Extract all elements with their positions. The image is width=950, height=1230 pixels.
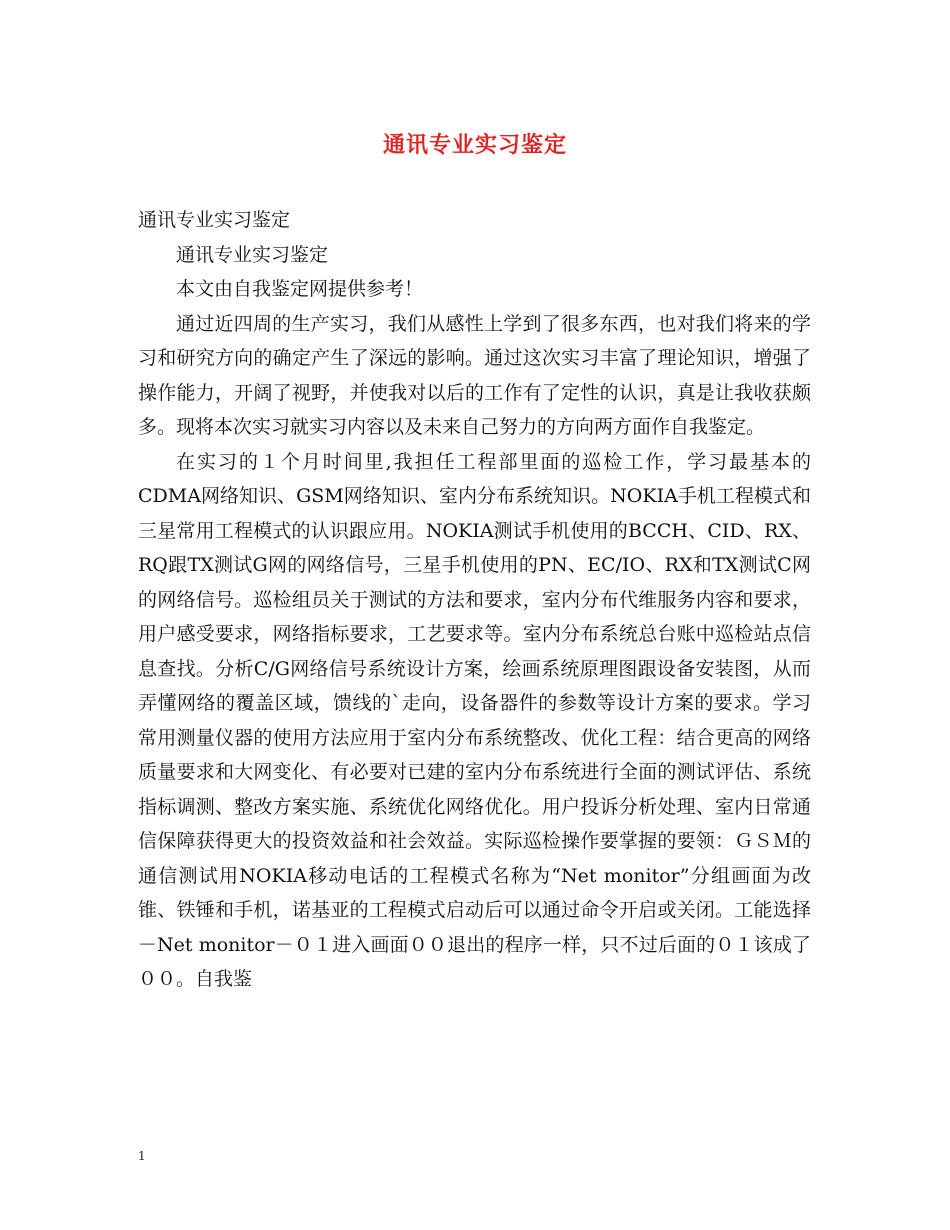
page-number: 1 — [138, 1149, 146, 1163]
document-body — [138, 203, 811, 997]
heading-line: 通讯专业实习鉴定 — [138, 209, 291, 231]
source-note: 本文由自我鉴定网提供参考！ — [176, 278, 424, 300]
subheading-line: 通讯专业实习鉴定 — [176, 243, 329, 266]
paragraph-content: 在实习的１个月时间里,我担任工程部里面的巡检工作，学习最基本的CDMA网络知识、GSM网络知识、室内分布系统知识。NOKIA手机工程模式和三星常用工程模式的认识跟应用。NOKIA测试手机使用的BCCH、CID、RX、RQ跟TX测试G网的网络信号，三星手机使用的PN、EC/IO、RX和TX测试C网的网络信号。巡检组员关于测试的方法和要求，室内分布代维服务内容和要求，用户感受要求，网络指标要求，工艺要求等。室内分布系统总台账中巡检站点信息查找。分析C/G网络信号系统设计方案，绘画系统原理图跟设备安装图，从而弄懂网络的覆盖区域，馈线的`走向，设备器件的参数等设计方案的要求。学习常用测量仪器的使用方法应用于室内分布系统整改、优化工程：结合更高的网络质量要求和大网变化、有必要对已建的室内分布系统进行全面的测试评估、系统指标调测、整改方案实施、系统优化网络优化。用户投诉分析处理、室内日常通信保障获得更大的投资效益和社会效益。实际巡检操作要掌握的要领：ＧＳＭ的通信测试用NOKIA移动电话的工程模式名称为“Net monitor”分组画面为改锥、铁锤和手机，诺基亚的工程模式启动后可以通过命令开启或关闭。工能选择－Net monitor－０１进入画面００退出的程序一样，只不过后面的０１该成了００。自我鉴 — [138, 450, 811, 990]
document-title: 通讯专业实习鉴定 — [382, 132, 567, 158]
paragraph-intro: 通过近四周的生产实习，我们从感性上学到了很多东西，也对我们将来的学习和研究方向的确定产生了深远的影响。通过这次实习丰富了理论知识，增强了操作能力，开阔了视野，并使我对以后的工作有了定性的认识，真是让我收获颇多。现将本次实习就实习内容以及未来自己努力的方向两方面作自我鉴定。 — [138, 312, 811, 438]
